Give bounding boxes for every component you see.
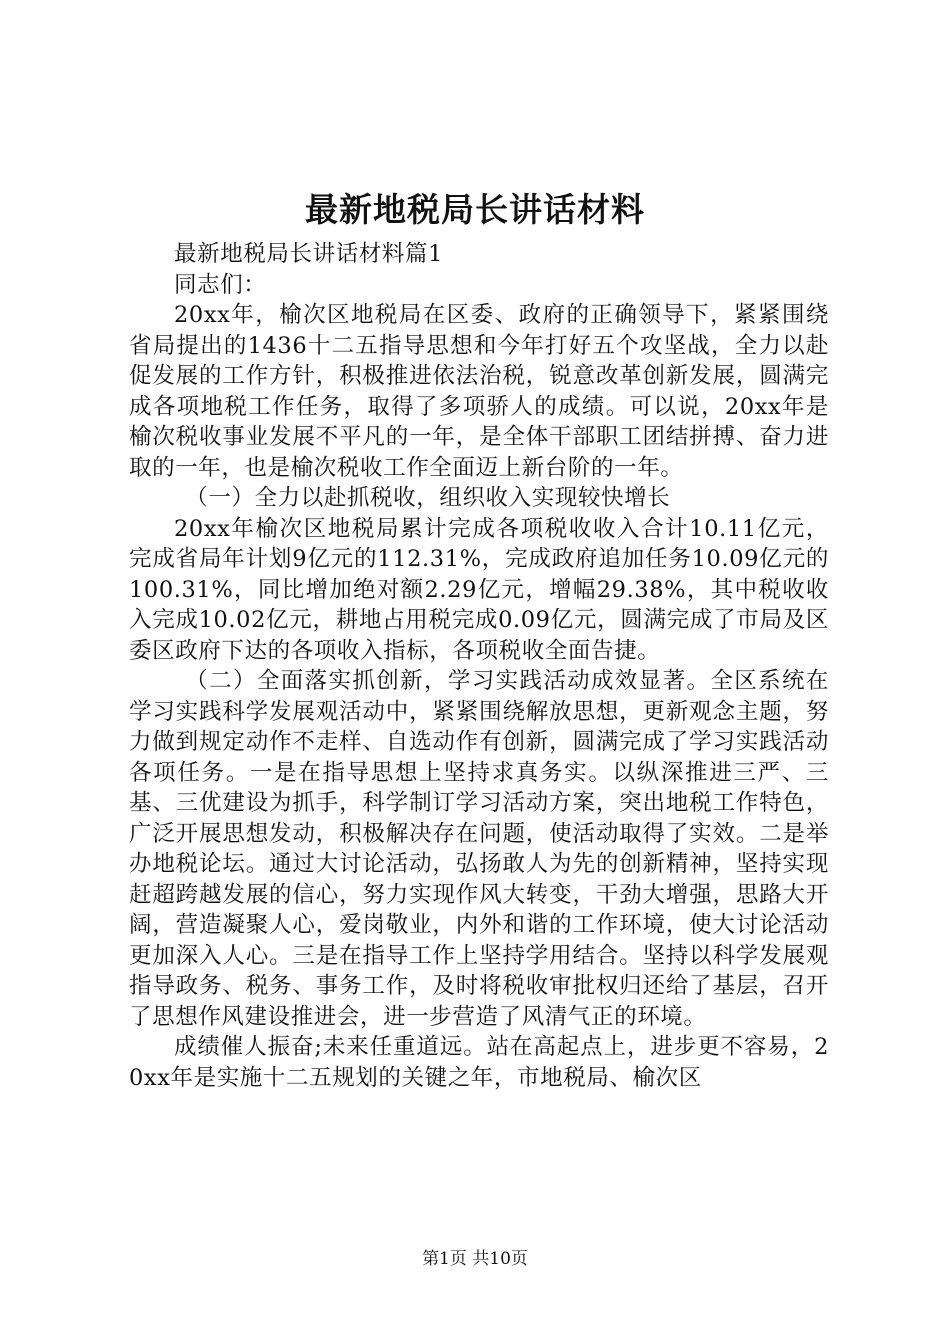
paragraph-intro: 20xx年，榆次区地税局在区委、政府的正确领导下，紧紧围绕省局提出的1436十二五指导思想和今年打好五个攻坚战，全力以赴促发展的工作方针，积极推进依法治税，锐意改革创新发展，圆满完成各项地税工作任务，取得了多项骄人的成绩。可以说，20xx年是榆次税收事业发展不平凡的一年，是全体干部职工团结拼搏、奋力进取的一年，也是榆次税收工作全面迈上新台阶的一年。 xyxy=(129,302,829,481)
page-footer: 第1页 共10页 xyxy=(422,1249,528,1269)
paragraph-outlook: 成绩催人振奋;未来任重道远。站在高起点上，进步更不容易，20xx年是实施十二五规划的关键之年，市地税局、榆次区 xyxy=(129,1034,829,1091)
paragraph-innovation: （二）全面落实抓创新，学习实践活动成效显著。全区系统在学习实践科学发展观活动中，紧紧围绕解放思想，更新观念主题，努力做到规定动作不走样、自选动作有创新，圆满完成了学习实践活动各项任务。一是在指导思想上坚持求真务实。以纵深推进三严、三基、三优建设为抓手，科学制订学习活动方案，突出地税工作特色，广泛开展思想发动，积极解决存在问题，使活动取得了实效。二是举办地税论坛。通过大讨论活动，弘扬敢人为先的创新精神，坚持实现赶超跨越发展的信心，努力实现作风大转变，干劲大增强，思路大开阔，营造凝聚人心，爱岗敬业，内外和谐的工作环境，使大讨论活动更加深入人心。三是在指导工作上坚持学用结合。坚持以科学发展观指导政务、税务、事务工作，及时将税收审批权归还给了基层，召开了思想作风建设推进会，进一步营造了风清气正的环境。 xyxy=(129,668,829,1030)
section-heading-1: （一）全力以赴抓税收，组织收入实现较快增长 xyxy=(185,485,671,511)
subtitle-line: 最新地税局长讲话材料篇1 xyxy=(174,241,444,267)
salutation: 同志们： xyxy=(174,271,267,298)
paragraph-revenue: 20xx年榆次区地税局累计完成各项税收收入合计10.11亿元，完成省局年计划9亿元的112.31%，完成政府追加任务10.09亿元的100.31%，同比增加绝对额2.29亿元，增幅29.38%，其中税收收入完成10.02亿元，耕地占用税完成0.09亿元，圆满完成了市局及区委区政府下达的各项收入指标，各项税收全面告捷。 xyxy=(129,515,829,664)
document-title: 最新地税局长讲话材料 xyxy=(305,190,645,229)
document-body xyxy=(129,239,829,1093)
